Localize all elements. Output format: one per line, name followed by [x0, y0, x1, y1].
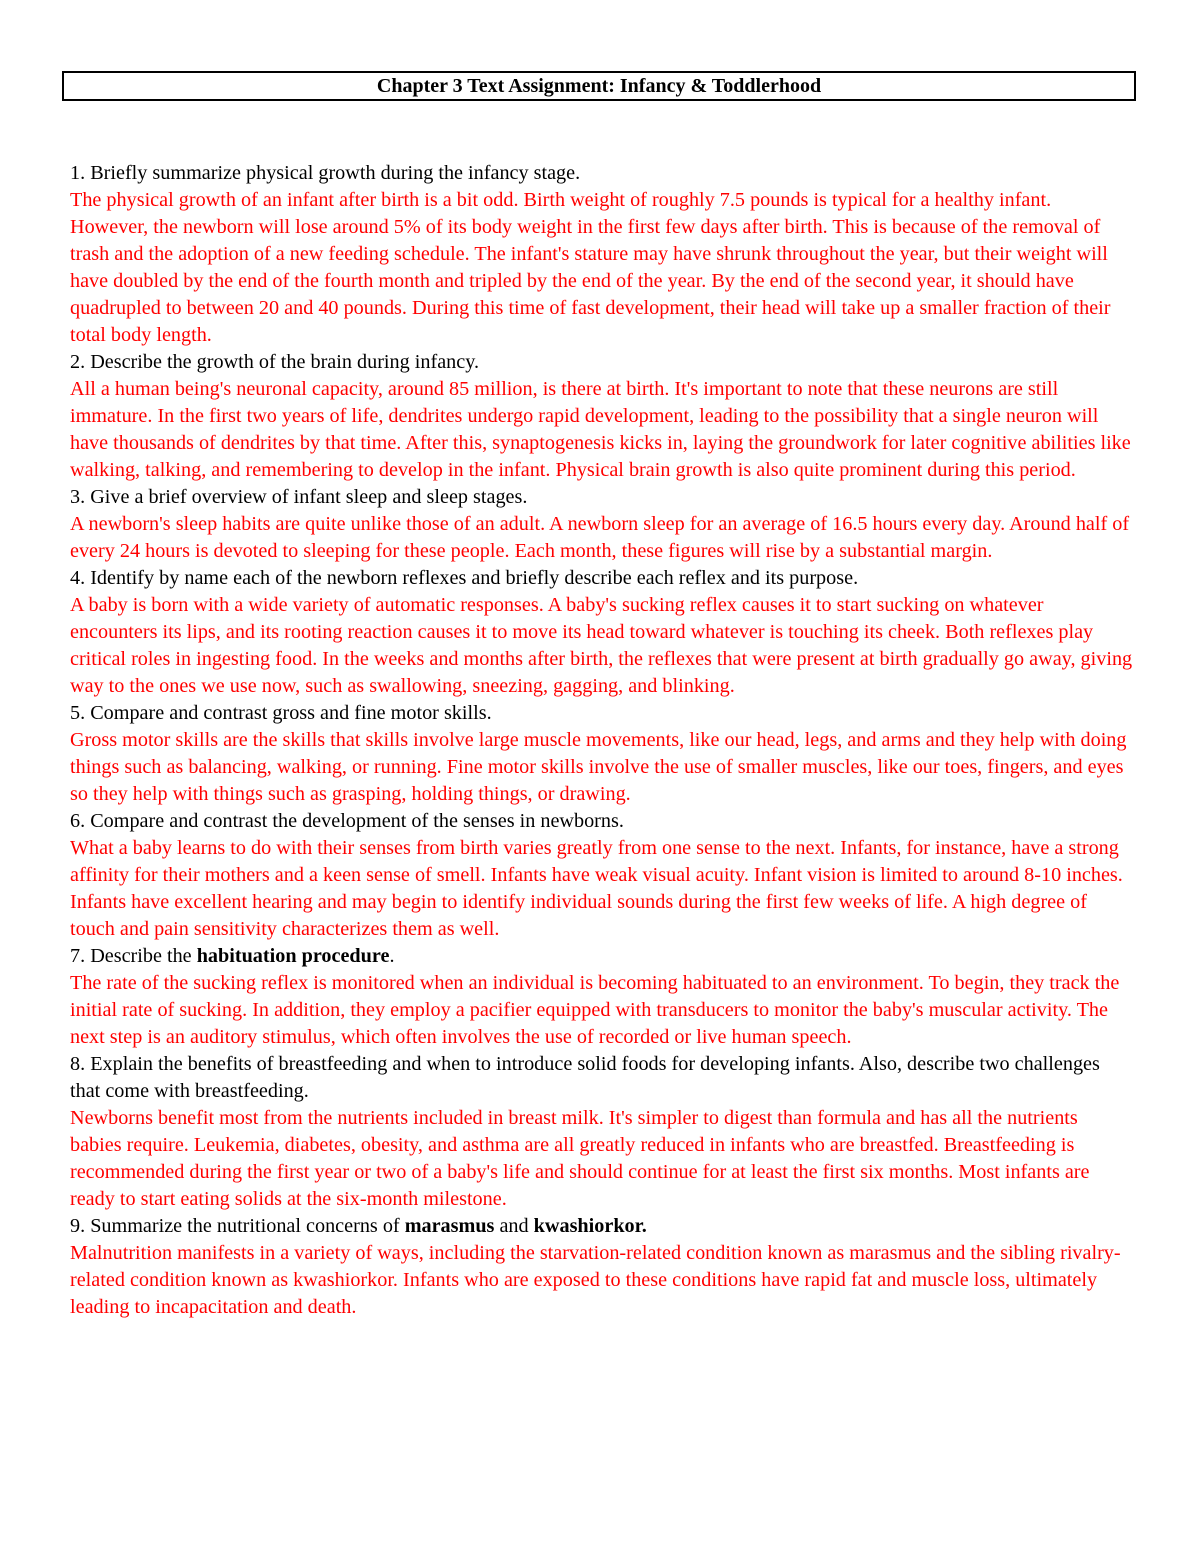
answer-5: Gross motor skills are the skills that skills involve large muscle movements, like our head, legs, and arms and they help with doing things such as balancing, walking, or running. Fine motor skills involve the use of smaller muscles, like our toes, fingers, and eyes so they help with things such as grasping, holding things, or drawing.	[70, 729, 1127, 805]
question-6: 6. Compare and contrast the development of the senses in newborns.	[70, 810, 624, 832]
question-5: 5. Compare and contrast gross and fine motor skills.	[70, 702, 492, 724]
question-9-prefix: 9. Summarize the nutritional concerns of	[70, 1215, 405, 1237]
title-box	[62, 71, 1136, 101]
answer-4: A baby is born with a wide variety of automatic responses. A baby's sucking reflex causes it to start sucking on whatever encounters its lips, and its rooting reaction causes it to move its head toward whatever is touching its cheek. Both reflexes play critical roles in ingesting food. In the weeks and months after birth, the reflexes that were present at birth gradually go away, giving way to the ones we use now, such as swallowing, sneezing, gagging, and blinking.	[70, 594, 1133, 697]
question-3: 3. Give a brief overview of infant sleep and sleep stages.	[70, 486, 528, 508]
answer-8: Newborns benefit most from the nutrients included in breast milk. It's simpler to digest than formula and has all the nutrients babies require. Leukemia, diabetes, obesity, and asthma are all greatly reduced in infants who are breastfed. Breastfeeding is recommended during the first year or two of a baby's life and should continue for at least the first six months. Most infants are ready to start eating solids at the six-month milestone.	[70, 1107, 1090, 1210]
answer-1: The physical growth of an infant after birth is a bit odd. Birth weight of roughly 7.5 pounds is typical for a healthy infant. However, the newborn will lose around 5% of its body weight in the first few days after birth. This is because of the removal of trash and the adoption of a new feeding schedule. The infant's stature may have shrunk throughout the year, but their weight will have doubled by the end of the fourth month and tripled by the end of the year. By the end of the second year, it should have quadrupled to between 20 and 40 pounds. During this time of fast development, their head will take up a smaller fraction of their total body length.	[70, 189, 1111, 346]
answer-6: What a baby learns to do with their senses from birth varies greatly from one sense to the next. Infants, for instance, have a strong affinity for their mothers and a keen sense of smell. Infants have weak visual acuity. Infant vision is limited to around 8-10 inches. Infants have excellent hearing and may begin to identify individual sounds during the first few weeks of life. A high degree of touch and pain sensitivity characterizes them as well.	[70, 837, 1123, 940]
question-9-bold-term-2: kwashiorkor.	[533, 1215, 647, 1237]
question-1: 1. Briefly summarize physical growth during the infancy stage.	[70, 162, 581, 184]
answer-7: The rate of the sucking reflex is monitored when an individual is becoming habituated to an environment. To begin, they track the initial rate of sucking. In addition, they employ a pacifier equipped with transducers to monitor the baby's muscular activity. The next step is an auditory stimulus, which often involves the use of recorded or live human speech.	[70, 972, 1120, 1048]
question-9-bold-term-1: marasmus	[404, 1215, 495, 1237]
question-8: 8. Explain the benefits of breastfeeding and when to introduce solid foods for developing infants. Also, describe two challenges that come with breastfeeding.	[70, 1053, 1100, 1102]
answer-9: Malnutrition manifests in a variety of ways, including the starvation-related condition known as marasmus and the sibling rivalry-related condition known as kwashiorkor. Infants who are exposed to these conditions have rapid fat and muscle loss, ultimately leading to incapacitation and death.	[70, 1242, 1121, 1318]
answer-3: A newborn's sleep habits are quite unlike those of an adult. A newborn sleep for an average of 16.5 hours every day. Around half of every 24 hours is devoted to sleeping for these people. Each month, these figures will rise by a substantial margin.	[70, 513, 1130, 562]
question-9	[70, 1213, 1134, 1240]
document-title: Chapter 3 Text Assignment: Infancy & Toddlerhood	[376, 75, 822, 97]
answer-2: All a human being's neuronal capacity, around 85 million, is there at birth. It's important to note that these neurons are still immature. In the first two years of life, dendrites undergo rapid development, leading to the possibility that a single neuron will have thousands of dendrites by that time. After this, synaptogenesis kicks in, laying the groundwork for later cognitive abilities like walking, talking, and remembering to develop in the infant. Physical brain growth is also quite prominent during this period.	[70, 378, 1131, 481]
question-4: 4. Identify by name each of the newborn reflexes and briefly describe each reflex and its purpose.	[70, 567, 859, 589]
question-7-suffix: .	[389, 945, 395, 967]
question-2: 2. Describe the growth of the brain during infancy.	[70, 351, 480, 373]
question-9-middle: and	[494, 1215, 534, 1237]
question-7	[70, 943, 1134, 970]
question-7-prefix: 7. Describe the	[70, 945, 197, 967]
question-7-bold-term: habituation procedure	[196, 945, 390, 967]
document-body	[70, 160, 1134, 1321]
